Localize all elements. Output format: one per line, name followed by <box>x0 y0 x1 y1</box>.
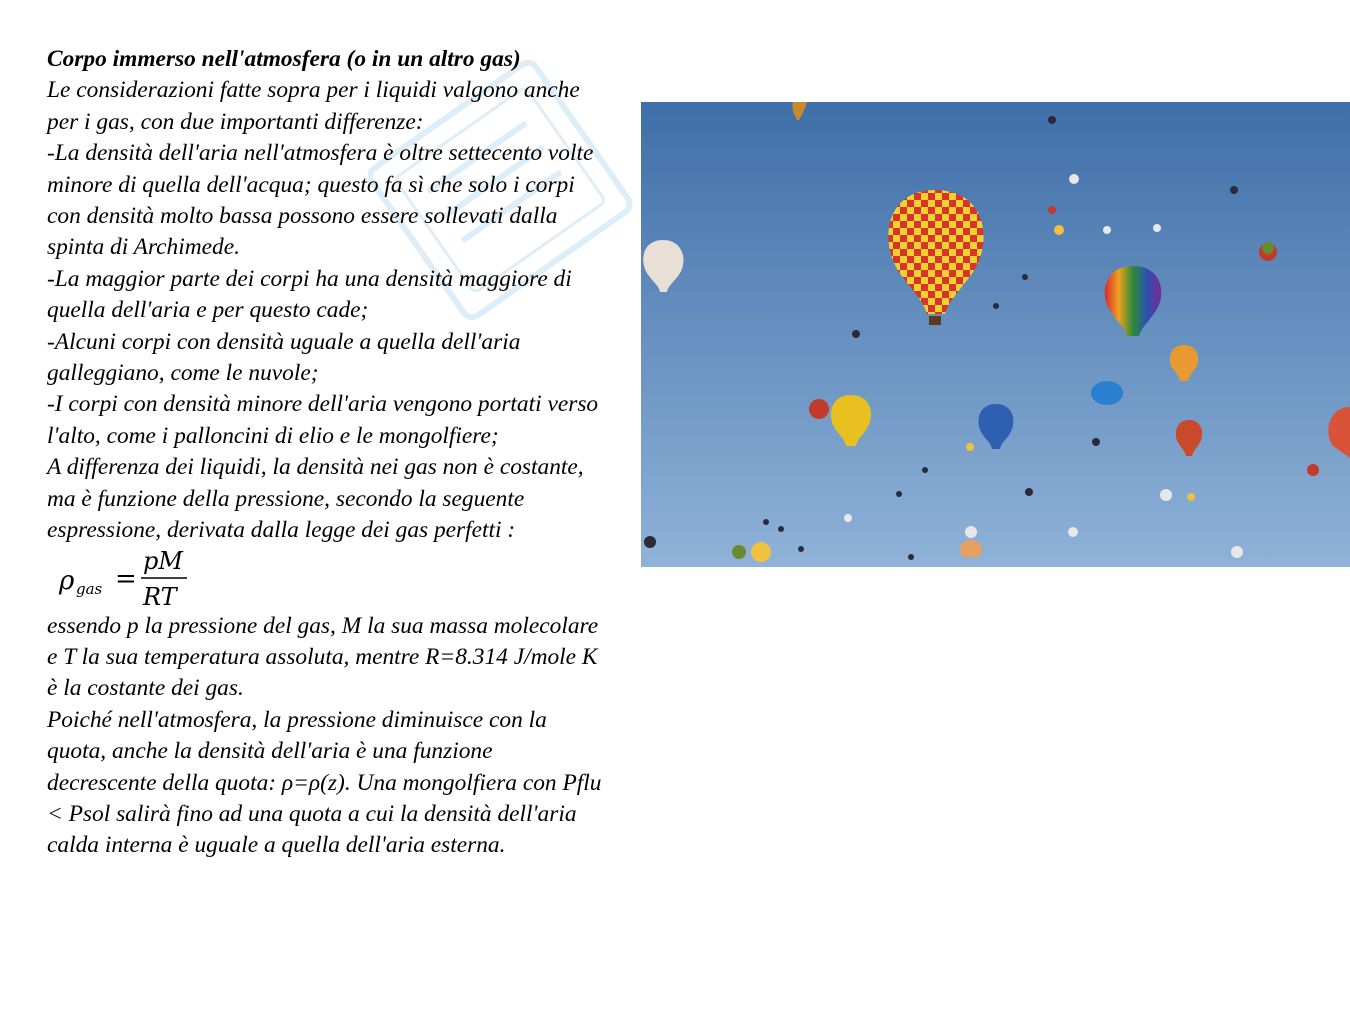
paragraph: -La densità dell'aria nell'atmosfera è oltre settecento volte minore di quella dell'acqua; questo fa sì che solo i corpi con densità molto bassa possono essere sollevati dalla spinta di Archimede. <box>47 140 594 261</box>
paragraph: -La maggior parte dei corpi ha una densità maggiore di quella dell'aria e per questo cade; <box>47 265 572 324</box>
formula-subscript: gas <box>76 579 103 598</box>
paragraph: -I corpi con densità minore dell'aria vengono portati verso l'alto, come i palloncini di elio e le mongolfiere; <box>47 391 599 449</box>
hot-air-balloons-photo <box>641 102 1350 567</box>
paragraph: A differenza dei liquidi, la densità nei gas non è costante, ma è funzione della pressione, secondo la seguente espressione, derivata dalla legge dei gas perfetti : <box>47 454 584 544</box>
formula-denominator: RT <box>143 582 177 611</box>
formula-equals: = <box>115 563 137 594</box>
text-column <box>47 44 607 862</box>
paragraph: Poiché nell'atmosfera, la pressione diminuisce con la quota, anche la densità dell'aria è una funzione decrescente della quota: ρ=ρ(z). Una mongolfiera con Pflu < Psol salirà fino ad una quota a cui la densità dell'aria calda interna è uguale a quella dell'aria esterna. <box>47 706 602 859</box>
density-formula <box>47 547 607 611</box>
paragraph: essendo p la pressione del gas, M la sua massa molecolare e T la sua temperatura assoluta, mentre R=8.314 J/mole K è la costante dei gas. <box>47 612 599 702</box>
formula-symbol: ρ <box>59 565 75 596</box>
paragraph: Le considerazioni fatte sopra per i liquidi valgono anche per i gas, con due importanti differenze: <box>47 77 580 135</box>
formula-numerator: pM <box>143 546 183 575</box>
section-title: Corpo immerso nell'atmosfera (o in un altro gas) <box>47 46 521 72</box>
paragraph: -Alcuni corpi con densità uguale a quella dell'aria galleggiano, come le nuvole; <box>47 328 521 387</box>
formula-graphic <box>57 547 207 611</box>
